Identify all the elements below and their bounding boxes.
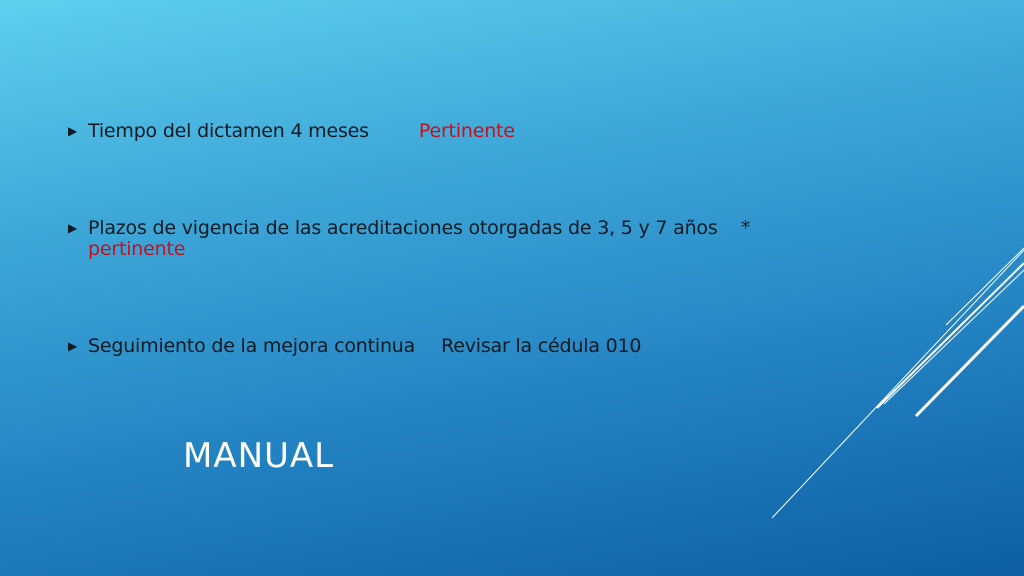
deco-line-3 xyxy=(916,306,1024,416)
bullet-item-dictamen xyxy=(68,121,758,142)
status-pertinente: Pertinente xyxy=(418,120,515,142)
bullet-arrow-icon: ▶ xyxy=(68,221,78,235)
deco-line-long xyxy=(772,250,1024,518)
bullet-note: Revisar la cédula 010 xyxy=(441,335,642,357)
deco-line-1 xyxy=(877,263,1024,408)
bullet-item-seguimiento xyxy=(68,336,758,357)
status-pertinente: pertinente xyxy=(88,238,186,260)
bullet-arrow-icon: ▶ xyxy=(68,339,78,353)
slide-title: MANUAL xyxy=(183,436,335,476)
bullet-text: Plazos de vigencia de las acreditaciones otorgadas de 3, 5 y 7 años xyxy=(88,217,718,239)
deco-line-2 xyxy=(946,248,1024,325)
bullet-text: Tiempo del dictamen 4 meses xyxy=(88,120,369,142)
deco-line-4 xyxy=(884,270,1024,404)
bullet-item-plazos xyxy=(68,218,758,260)
bullet-arrow-icon: ▶ xyxy=(68,124,78,138)
bullet-text: Seguimiento de la mejora continua xyxy=(88,335,416,357)
bullet-marker: * xyxy=(740,217,751,239)
